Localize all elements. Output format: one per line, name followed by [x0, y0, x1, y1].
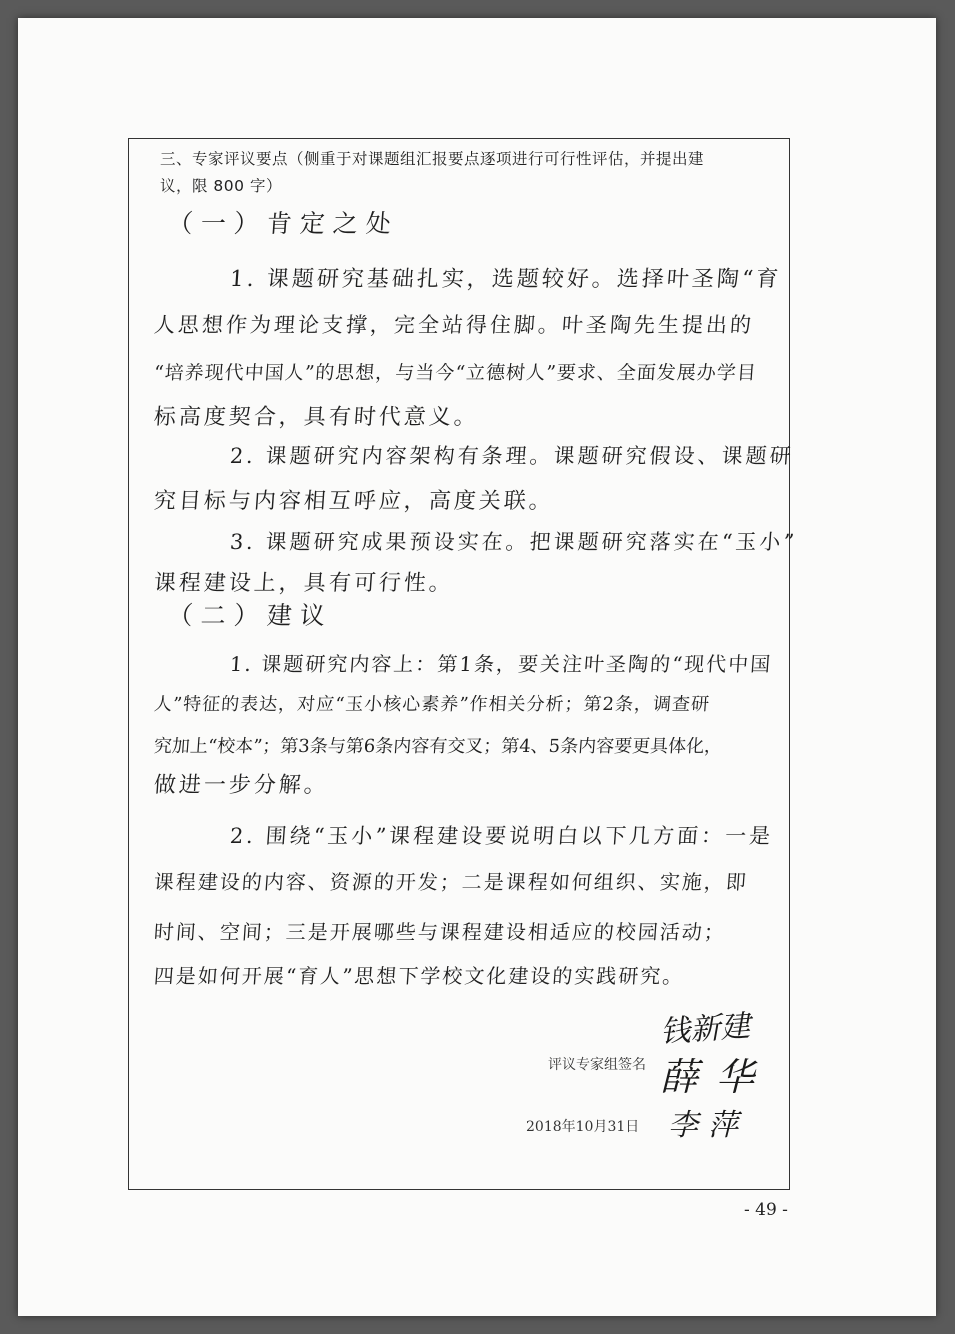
- section1-line: 2. 课题研究内容架构有条理。课题研究假设、课题研: [229, 444, 795, 468]
- section1-line: 3. 课题研究成果预设实在。把课题研究落实在“玉小”: [229, 530, 798, 554]
- section2-line: 1. 课题研究内容上：第1条，要关注叶圣陶的“现代中国: [229, 652, 774, 676]
- section1-line: “培养现代中国人”的思想，与当今“立德树人”要求、全面发展办学目: [153, 362, 758, 384]
- section1-line: 课程建设上，具有可行性。: [152, 571, 455, 596]
- section1-line: 人思想作为理论支撑，完全站得住脚。叶圣陶先生提出的: [153, 313, 755, 337]
- section1-line: 1. 课题研究基础扎实，选题较好。选择叶圣陶“育: [228, 267, 782, 292]
- section1-line: 标高度契合，具有时代意义。: [152, 405, 480, 430]
- header-line-2: 议，限 800 字）: [160, 177, 282, 195]
- section2-line: 课程建设的内容、资源的开发；二是课程如何组织、实施，即: [153, 870, 749, 894]
- handwritten-signature-2: 薛华: [660, 1055, 773, 1099]
- section2-line: 2. 围绕“玉小”课程建设要说明白以下几方面：一是: [229, 824, 774, 848]
- signature-label: 评议专家组签名: [548, 1057, 646, 1073]
- signature-date: 2018年10月31日: [526, 1119, 640, 1135]
- section2-line: 时间、空间；三是开展哪些与课程建设相适应的校园活动；: [153, 920, 727, 944]
- handwritten-signature-3: 李萍: [668, 1108, 748, 1143]
- section-header: [160, 146, 786, 200]
- section2-line: 人”特征的表达，对应“玉小核心素养”作相关分析；第2条，调查研: [153, 694, 711, 715]
- section2-line: 做进一步分解。: [152, 773, 330, 798]
- section1-heading: （一）肯定之处: [166, 209, 400, 238]
- page-number: - 49 -: [744, 1200, 788, 1220]
- section2-heading: （二）建议: [166, 601, 334, 630]
- section1-line: 究目标与内容相互呼应，高度关联。: [152, 489, 555, 514]
- header-line-1: 三、专家评议要点（侧重于对课题组汇报要点逐项进行可行性评估，并提出建: [160, 150, 705, 168]
- handwritten-signature-1: 钱新建: [659, 1008, 752, 1051]
- section2-line: 四是如何开展“育人”思想下学校文化建设的实践研究。: [153, 964, 686, 988]
- section2-line: 究加上“校本”；第3条与第6条内容有交叉；第4、5条内容要更具体化，: [153, 736, 723, 757]
